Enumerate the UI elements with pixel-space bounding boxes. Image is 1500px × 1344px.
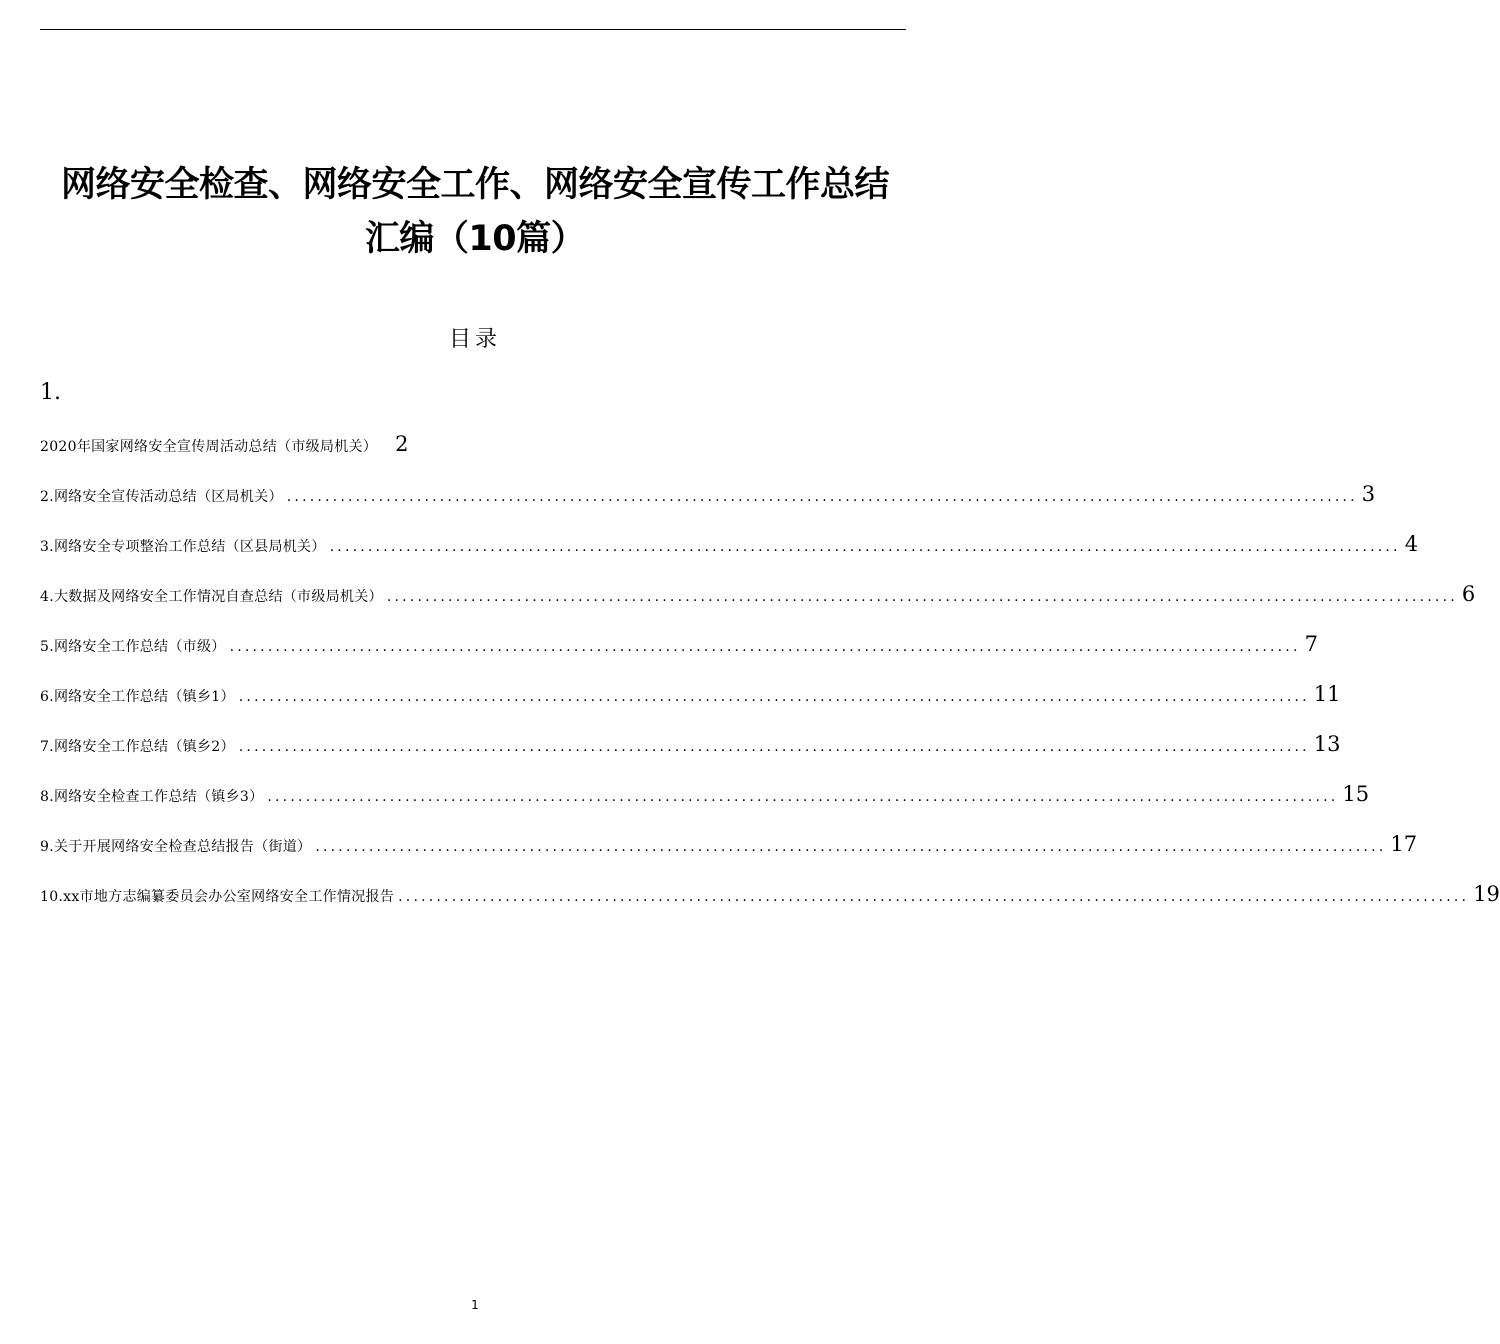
toc-first-number: 1.: [40, 380, 61, 405]
toc-dot-leader: ............................................................................................................................................: [229, 639, 1301, 655]
toc-entry-title: 4.大数据及网络安全工作情况自查总结（市级局机关）: [40, 589, 383, 605]
toc-dot-leader: ............................................................................................................................................: [398, 889, 1470, 905]
toc-entry-7[interactable]: [40, 726, 1341, 756]
toc-entry-page: 6: [1461, 582, 1476, 606]
toc-dot-leader: ............................................................................................................................................: [386, 589, 1458, 605]
toc-dot-leader: ............................................................................................................................................: [315, 839, 1387, 855]
toc-entry-4[interactable]: [40, 576, 1476, 606]
toc-entry-title: 6.网络安全工作总结（镇乡1）: [40, 689, 235, 705]
toc-heading: 目录: [448, 327, 501, 352]
toc-dot-leader: ............................................................................................................................................: [286, 489, 1358, 505]
toc-entry-3[interactable]: [40, 526, 1419, 556]
toc-dot-leader: ............................................................................................................................................: [329, 539, 1401, 555]
toc-entry-page: 19: [1473, 882, 1500, 906]
toc-entry-title: 8.网络安全检查工作总结（镇乡3）: [40, 789, 264, 805]
toc-entry-page: 13: [1313, 732, 1341, 756]
toc-entry-title: 2020年国家网络安全宣传周活动总结（市级局机关）: [40, 439, 378, 455]
toc-entry-title: 10.xx市地方志编纂委员会办公室网络安全工作情况报告: [40, 889, 395, 905]
toc-entry-page: 4: [1404, 532, 1419, 556]
toc-entry-9[interactable]: [40, 826, 1418, 856]
toc-entry-page: 7: [1304, 632, 1318, 656]
header-rule: [40, 29, 906, 30]
toc-entry-page: 3: [1361, 482, 1376, 506]
toc-dot-leader: ............................................................................................................................................: [238, 739, 1310, 755]
toc-entry-6[interactable]: [40, 676, 1341, 706]
document-title: [0, 158, 950, 266]
toc-dot-leader: ............................................................................................................................................: [238, 689, 1310, 705]
toc-entry-2[interactable]: [40, 476, 1376, 506]
toc-entry-title: 2.网络安全宣传活动总结（区局机关）: [40, 489, 283, 505]
toc-entry-page: 11: [1313, 682, 1341, 706]
toc-entry-1[interactable]: [40, 426, 906, 456]
footer-page-number: 1: [471, 1298, 479, 1312]
toc-entry-title: 5.网络安全工作总结（市级）: [40, 639, 226, 655]
toc-entry-title: 9.关于开展网络安全检查总结报告（街道）: [40, 839, 312, 855]
toc-entry-5[interactable]: [40, 626, 1318, 656]
toc-entry-8[interactable]: [40, 776, 1370, 806]
toc-entry-10[interactable]: [40, 876, 1500, 906]
toc-entry-page: 2: [395, 432, 409, 456]
title-line-1: 网络安全检查、网络安全工作、网络安全宣传工作总结: [60, 165, 889, 205]
title-line-2: 汇编（10篇）: [364, 219, 586, 259]
toc-entry-title: 7.网络安全工作总结（镇乡2）: [40, 739, 235, 755]
toc-entry-page: 15: [1342, 782, 1370, 806]
toc-entry-page: 17: [1390, 832, 1418, 856]
toc-dot-leader: ............................................................................................................................................: [267, 789, 1339, 805]
toc-entry-title: 3.网络安全专项整治工作总结（区县局机关）: [40, 539, 326, 555]
